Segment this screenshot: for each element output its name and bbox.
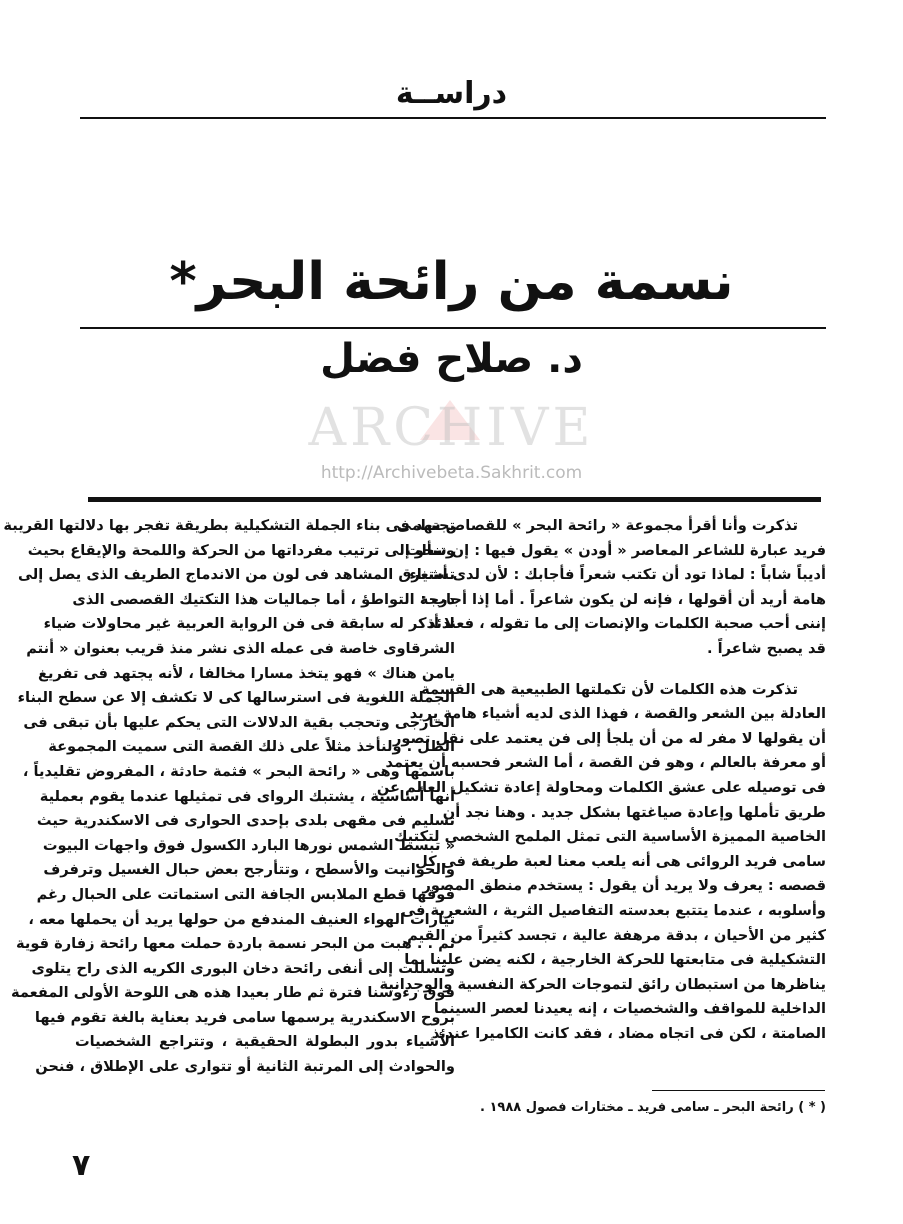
text-line: والحوانيت والأسطح ، وتتأرجح بعض حبال الغسيل وترفرف <box>43 861 455 879</box>
text-line: أو معرفة بالعالم ، وهو فن القصة ، أما الشعر فحسبه أن يعتمد <box>385 754 826 772</box>
text-line: الداخلية للمواقف والشخصيات ، إنه يعيدنا لعصر السينما <box>433 1000 826 1018</box>
text-line: لا أذكر له سابقة فى فن الرواية العربية غير محاولات ضياء <box>43 615 455 633</box>
text-line: سامى فريد الروائى هى أنه يلعب معنا لعبة طريفة فى كل <box>415 852 826 870</box>
text-line: يناظرها من استبطان رائق لتموجات الحركة النفسية والوجدانية <box>379 975 826 993</box>
text-line: تذكرت هذه الكلمات لأن تكملتها الطبيعية هى القسمة <box>421 680 798 698</box>
text-line: وتنحو إلى ترتيب مفرداتها من الحركة واللمحة والإيقاع بحيث <box>27 541 455 559</box>
text-line: العادلة بين الشعر والقصة ، فهذا الذى لديه أشياء هامة يريد <box>409 705 826 723</box>
paragraph-gap <box>468 662 826 678</box>
text-line: تذكرت وأنا أقرأ مجموعة « رائحة البحر » للقصاص سامى <box>396 517 798 534</box>
page-number: ٧ <box>72 1148 91 1183</box>
left-column <box>3 514 455 1080</box>
text-line: تسليم فى مقهى بلدى بإحدى الحوارى فى الاسكندرية حيث <box>36 812 455 830</box>
right-column <box>376 514 826 1046</box>
text-line: باسمها وهى « رائحة البحر » فثمة حادثة ، المفروض تقليدياً ، <box>22 762 455 780</box>
text-line: الخارجى وتحجب بقية الدلالات التى يحكم عليها بأن تبقى فى <box>23 713 455 731</box>
text-line: وتسللت إلى أنفى رائحة دخان البورى الكريه الذى راح يتلوى <box>31 959 455 977</box>
footnote: ( * ) رائحة البحر ـ سامى فريد ـ مختارات فصول ١٩٨٨ . <box>480 1100 826 1115</box>
watermark-url: http://Archivebeta.Sakhrit.com <box>320 463 583 483</box>
text-line: درجة التواطؤ ، أما جماليات هذا التكتيك القصصى الذى <box>72 590 455 608</box>
text-line: تجتهد فى بناء الجملة التشكيلية بطريقة تفجر بها دلالتها القريبة <box>3 517 455 534</box>
text-line: إننى أحب صحبة الكلمات والإنصات إلى ما تقوله ، فعندئذ <box>428 615 826 633</box>
section-label: دراســة <box>395 76 508 111</box>
text-line: أديباً شاباً : لماذا تود أن تكتب شعراً فأجابك : لأن لدى أشياء <box>409 566 826 584</box>
header-rule <box>80 117 826 119</box>
text-line: قصصه : يعرف ولا يريد أن يقول : يستخدم منطق المصور <box>422 877 826 895</box>
watermark-logo: ARCHIVE <box>308 398 595 458</box>
text-line: أنها أساسية ، يشتبك الرواى فى تمثيلها عندما يقوم بعملية <box>39 787 455 805</box>
body-top-rule <box>88 497 821 502</box>
text-line: فوقها قطع الملابس الجافة التى استماتت على الحبال رغم <box>36 885 455 903</box>
text-line: فريد عبارة للشاعر المعاصر « أودن » يقول فيها : إن سألت <box>405 541 826 559</box>
text-line: تيارات الهواء العنيف المندفع من حولها يريد أن يحملها معه ، <box>28 910 455 928</box>
text-line: الأشياء بدور البطولة الحقيقية ، وتتراجع الشخصيات <box>75 1033 455 1051</box>
text-line: طريق تأملها وإعادة صياغتها بشكل جديد . وهنا نجد أن <box>442 803 826 821</box>
text-line: بروح الاسكندرية يرسمها سامى فريد بعناية بالغة تقوم فيها <box>34 1008 455 1026</box>
text-line: ثم . . هبت من البحر نسمة باردة حملت معها رائحة زفارة قوية <box>16 935 455 953</box>
text-line: قد يصبح شاعراً . <box>707 639 826 657</box>
text-line: الجملة اللغوية فى استرسالها كى لا تكشف إلا عن سطح البناء <box>17 689 455 707</box>
text-line: يامن هناك » فهو يتخذ مسارا مخالفا ، لأنه يجتهد فى تفريغ <box>38 664 455 682</box>
text-line: « تبسط الشمس نورها البارد الكسول فوق واجهات البيوت <box>42 836 455 854</box>
footnote-rule <box>652 1090 825 1091</box>
text-line: التشكيلية فى متابعتها للحركة الخارجية ، لكنه يضن علينا بما <box>404 951 826 969</box>
text-line: تستغرق المشاهد فى لون من الاندماج الطريف الذى يصل إلى <box>18 566 455 584</box>
text-line: الخاصية المميزة الأساسية التى تمثل الملمح الشخصى لتكتيك <box>394 828 826 846</box>
text-line: فى توصيله على عشق الكلمات ومحاولة إعادة تشكيل العالم عن <box>376 778 826 796</box>
article-title: نسمة من رائحة البحر* <box>169 252 734 312</box>
text-line: وأسلوبه ، عندما يتتبع بعدسته التفاصيل الثرية ، الشعرية فى <box>401 901 826 919</box>
text-line: هامة أريد أن أقولها ، فإنه لن يكون شاعراً . أما إذا أجاب : <box>420 590 826 608</box>
text-line: فوق رءوسنا فترة ثم طار بعيدا هذه هى اللوحة الأولى المفعمة <box>11 984 455 1002</box>
title-rule <box>80 327 826 329</box>
text-line: كثير من الأحيان ، بدقة مرهفة عالية ، تجسد كثيراً من القيم <box>407 926 826 944</box>
text-line: أن يقولها لا مفر له من أن يلجأ إلى فن يعتمد على نقل تصور <box>392 729 826 747</box>
text-line: الظل . ولنأخذ مثلاً على ذلك القصة التى سميت المجموعة <box>48 738 455 756</box>
article-author: د. صلاح فضل <box>320 336 583 382</box>
text-line: والحوادث إلى المرتبة الثانية أو تتوارى على الإطلاق ، فنحن <box>35 1058 455 1076</box>
text-line: الصامتة ، لكن فى اتجاه مضاد ، فقد كانت الكاميرا عندئذ <box>431 1024 826 1042</box>
text-line: الشرقاوى خاصة فى عمله الذى نشر منذ قريب بعنوان « أنتم <box>26 639 455 657</box>
